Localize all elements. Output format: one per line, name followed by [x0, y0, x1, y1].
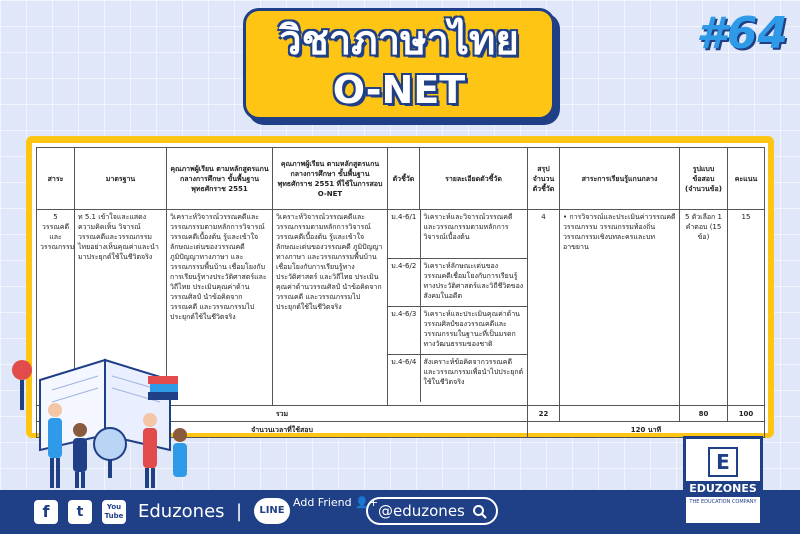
eduzones-logo	[683, 436, 763, 526]
indicator-code: ม.4-6/2	[388, 258, 420, 306]
header-learning-process: สาระการเรียนรู้แกนกลาง	[560, 148, 680, 210]
total-indicators: 22	[528, 406, 560, 422]
youtube-icon[interactable]: You Tube	[102, 500, 126, 524]
indicator-subtable	[388, 210, 527, 402]
cell-score: 15	[728, 210, 765, 406]
logo-name: EDUZONES	[686, 481, 760, 497]
cell-strand: 5 วรรณคดีและวรรณกรรม	[37, 210, 75, 406]
facebook-icon[interactable]: f	[34, 500, 58, 524]
indicator-code: ม.4-6/1	[388, 210, 420, 258]
cell-quality-onet: วิเคราะห์วิจารณ์วรรณคดีและวรรณกรรมตามหลักการวิจารณ์วรรณคดีเบื้องต้น รู้และเข้าใจลักษณะเด่นของวรรณคดี ภูมิปัญญาทางภาษา และวรรณกรรมพื้นบ้าน เชื่อมโยงกับการเรียนรู้ทางประวัติศาสตร์ และวิถีไทย ประเมินคุณค่าด้านวรรณศิลป์ นำข้อคิดจากวรรณคดี และวรรณกรรมไปประยุกต์ใช้ในชีวิตจริง	[273, 210, 388, 406]
episode-number: #64	[696, 8, 788, 59]
total-score: 100	[728, 406, 765, 422]
logo-letter: E	[708, 447, 738, 477]
indicator-row	[388, 258, 527, 306]
logo-tagline: THE EDUCATION COMPANY	[689, 499, 757, 505]
header-standard: มาตรฐาน	[75, 148, 167, 210]
students-reading-illustration	[0, 340, 210, 490]
header-score: คะแนน	[728, 148, 765, 210]
total-items: 80	[680, 406, 728, 422]
cell-indicators	[388, 210, 528, 406]
twitter-icon[interactable]: t	[68, 500, 92, 524]
footer-brand: Eduzones	[138, 501, 225, 522]
footer-separator: |	[236, 501, 243, 522]
add-friend-label	[293, 496, 378, 509]
add-friend-text: Add Friend	[293, 496, 352, 509]
add-user-icon: 👤+	[355, 496, 379, 509]
time-label: จำนวนเวลาที่ใช้สอบ	[37, 422, 528, 438]
cell-indicator-count: 4	[528, 210, 560, 406]
handle-text: @eduzones	[378, 502, 465, 520]
cell-test-format: 5 ตัวเลือก 1 คำตอบ (15 ข้อ)	[680, 210, 728, 406]
learning-process-text: การวิจารณ์และประเมินค่าวรรณคดี วรรณกรรม วรรณกรรมท้องถิ่น วรรณกรรมเชิงบทละครและบทอาขยาน	[563, 213, 676, 251]
header-indicator-detail: รายละเอียดตัวชี้วัด	[420, 148, 528, 210]
indicator-row	[388, 306, 527, 354]
exam-title: O-NET	[332, 68, 466, 112]
time-value: 120 นาที	[528, 422, 765, 438]
cell-standard: ท 5.1 เข้าใจและแสดงความคิดเห็น วิจารณ์วรรณคดีและวรรณกรรมไทยอย่างเห็นคุณค่าและนำมาประยุกต์ใช้ในชีวิตจริง	[75, 210, 167, 406]
total-label: รวม	[37, 406, 528, 422]
indicator-detail: วิเคราะห์และประเมินคุณค่าด้านวรรณศิลป์ของวรรณคดีและวรรณกรรมในฐานะที่เป็นมรดกทางวัฒนธรรมของชาติ	[420, 306, 527, 354]
header-quality-onet: คุณภาพผู้เรียน ตามหลักสูตรแกนกลางการศึกษา ขั้นพื้นฐาน พุทธศักราช 2551 ที่ใช้ในการสอบ O-NET	[273, 148, 388, 210]
indicator-detail: สังเคราะห์ข้อคิดจากวรรณคดีและวรรณกรรมเพื่อนำไปประยุกต์ใช้ในชีวิตจริง	[423, 357, 524, 386]
title-banner	[243, 8, 555, 120]
header-quality-core: คุณภาพผู้เรียน ตามหลักสูตรแกนกลางการศึกษา ขั้นพื้นฐาน พุทธศักราช 2551	[167, 148, 273, 210]
header-test-format: รูปแบบ ข้อสอบ (จำนวนข้อ)	[680, 148, 728, 210]
line-icon[interactable]: LINE	[254, 498, 290, 524]
indicator-row	[388, 210, 527, 258]
header-indicator-count: สรุป จำนวน ตัวชี้วัด	[528, 148, 560, 210]
search-icon	[472, 504, 488, 520]
indicator-detail: วิเคราะห์ลักษณะเด่นของวรรณคดีเชื่อมโยงกับการเรียนรู้ทางประวัติศาสตร์และวิถีชีวิตของสังคมในอดีต	[420, 258, 527, 306]
indicator-code: ม.4-6/4	[388, 354, 420, 402]
cell-quality-core: วิเคราะห์วิจารณ์วรรณคดีและวรรณกรรมตามหลักการวิจารณ์วรรณคดีเบื้องต้น รู้และเข้าใจลักษณะเด่นของวรรณคดี ภูมิปัญญาทางภาษา และวรรณกรรมพื้นบ้าน เชื่อมโยงกับการเรียนรู้ทางประวัติศาสตร์และวิถีไทย ประเมินคุณค่าด้านวรรณศิลป์ นำข้อคิดจากวรรณคดี และวรรณกรรมไปประยุกต์ใช้ในชีวิตจริง	[167, 210, 273, 406]
indicator-detail: วิเคราะห์และวิจารณ์วรรณคดีและวรรณกรรมตามหลักการวิจารณ์เบื้องต้น	[420, 210, 527, 258]
header-indicator: ตัวชี้วัด	[388, 148, 420, 210]
cell-learning-process: • การวิจารณ์และประเมินค่าวรรณคดี วรรณกรรม วรรณกรรมท้องถิ่น วรรณกรรมเชิงบทละครและบทอาขยาน	[560, 210, 680, 406]
total-empty	[560, 406, 680, 422]
indicator-row	[388, 354, 527, 402]
header-strand: สาระ	[37, 148, 75, 210]
search-handle[interactable]	[366, 497, 498, 525]
indicator-code: ม.4-6/3	[388, 306, 420, 354]
subject-title: วิชาภาษาไทย	[279, 18, 519, 64]
table-header-row	[37, 148, 765, 210]
